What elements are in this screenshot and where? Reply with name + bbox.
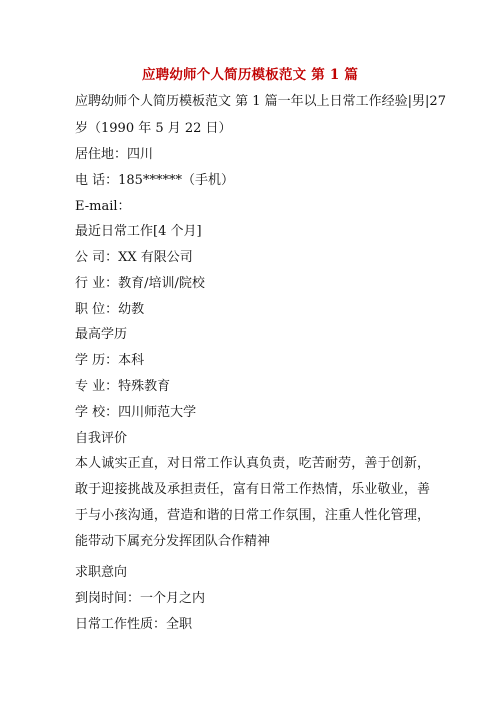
phone-line: 电 话：185******（手机） xyxy=(75,173,234,188)
residence-line: 居住地：四川 xyxy=(75,147,154,162)
self-eval-heading: 自我评价 xyxy=(75,431,128,446)
recent-work-heading: 最近日常工作[4 个月] xyxy=(75,224,202,239)
self-eval-paragraph: 本人诚实正直，对日常工作认真负责，吃苦耐劳，善于创新，敢于迎接挑战及承担责任，富有日常工作热情，乐业敬业，善于与小孩沟通，营造和谐的日常工作氛围，注重人性化管理，能带动下属充分发挥团队合作精神 xyxy=(75,456,430,549)
education-heading: 最高学历 xyxy=(75,327,128,342)
school-line: 学 校：四川师范大学 xyxy=(75,405,197,420)
arrival-time-line: 到岗时间：一个月之内 xyxy=(75,591,206,606)
header-line-1: 应聘幼师个人简历模板范文 第 1 篇一年以上日常工作经验|男|27 xyxy=(75,94,446,109)
intent-heading: 求职意向 xyxy=(75,565,128,580)
major-line: 专 业：特殊教育 xyxy=(75,379,171,394)
document-title: 应聘幼师个人简历模板范文 第 1 篇 xyxy=(141,67,359,83)
company-line: 公 司：XX 有限公司 xyxy=(75,250,193,265)
position-line: 职 位：幼教 xyxy=(75,302,145,317)
industry-line: 行 业：教育/培训/院校 xyxy=(75,276,205,291)
header-line-2: 岁（1990 年 5 月 22 日） xyxy=(75,121,232,136)
work-type-line: 日常工作性质：全职 xyxy=(75,617,193,632)
degree-line: 学 历：本科 xyxy=(75,353,145,368)
email-line: E-mail： xyxy=(75,199,131,214)
